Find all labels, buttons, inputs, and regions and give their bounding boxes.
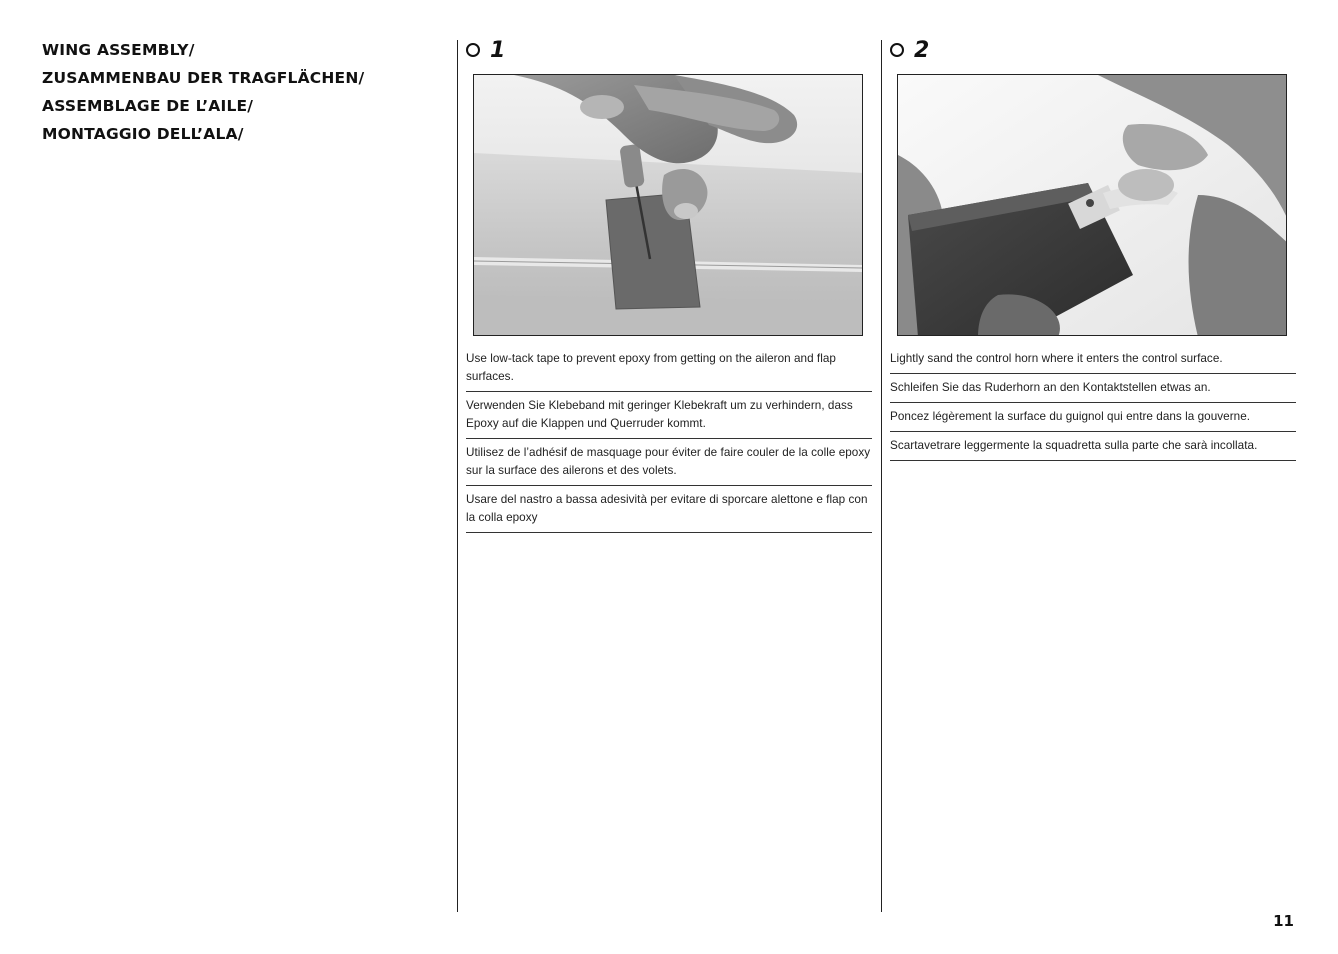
step-2-instructions xyxy=(890,350,1296,466)
step-1-instructions xyxy=(466,350,872,538)
step-2-header xyxy=(890,36,929,64)
step-1-instruction-german: Verwenden Sie Klebeband mit geringer Klebekraft um zu verhindern, dass Epoxy auf die Klappen und Querruder kommt. xyxy=(466,397,872,439)
step-2-instruction-french: Poncez légèrement la surface du guignol qui entre dans la gouverne. xyxy=(890,408,1296,432)
checkbox-circle-icon[interactable] xyxy=(890,43,904,57)
step-1-instruction-italian: Usare del nastro a bassa adesività per evitare di sporcare alettone e flap con la colla epoxy xyxy=(466,491,872,533)
step-2-instruction-italian: Scartavetrare leggermente la squadretta sulla parte che sarà incollata. xyxy=(890,437,1296,461)
column-divider-1 xyxy=(457,40,458,912)
step-1-header xyxy=(466,36,505,64)
title-line-german: ZUSAMMENBAU DER TRAGFLÄCHEN/ xyxy=(42,69,365,87)
step-1-number: 1 xyxy=(490,37,506,63)
checkbox-circle-icon[interactable] xyxy=(466,43,480,57)
sanding-control-horn-photo xyxy=(897,74,1287,336)
title-line-english: WING ASSEMBLY/ xyxy=(42,41,195,59)
step-2-instruction-english: Lightly sand the control horn where it enters the control surface. xyxy=(890,350,1296,374)
step-1-instruction-french: Utilisez de l’adhésif de masquage pour éviter de faire couler de la colle epoxy sur la surface des ailerons et des volets. xyxy=(466,444,872,486)
title-line-italian: MONTAGGIO DELL’ALA/ xyxy=(42,125,244,143)
tape-on-aileron-photo xyxy=(473,74,863,336)
title-line-french: ASSEMBLAGE DE L’AILE/ xyxy=(42,97,254,115)
column-divider-2 xyxy=(881,40,882,912)
step-2-number: 2 xyxy=(914,37,930,63)
step-1-instruction-english: Use low-tack tape to prevent epoxy from getting on the aileron and flap surfaces. xyxy=(466,350,872,392)
step-2-instruction-german: Schleifen Sie das Ruderhorn an den Kontaktstellen etwas an. xyxy=(890,379,1296,403)
page-number: 11 xyxy=(1273,912,1294,930)
section-title xyxy=(42,36,442,148)
